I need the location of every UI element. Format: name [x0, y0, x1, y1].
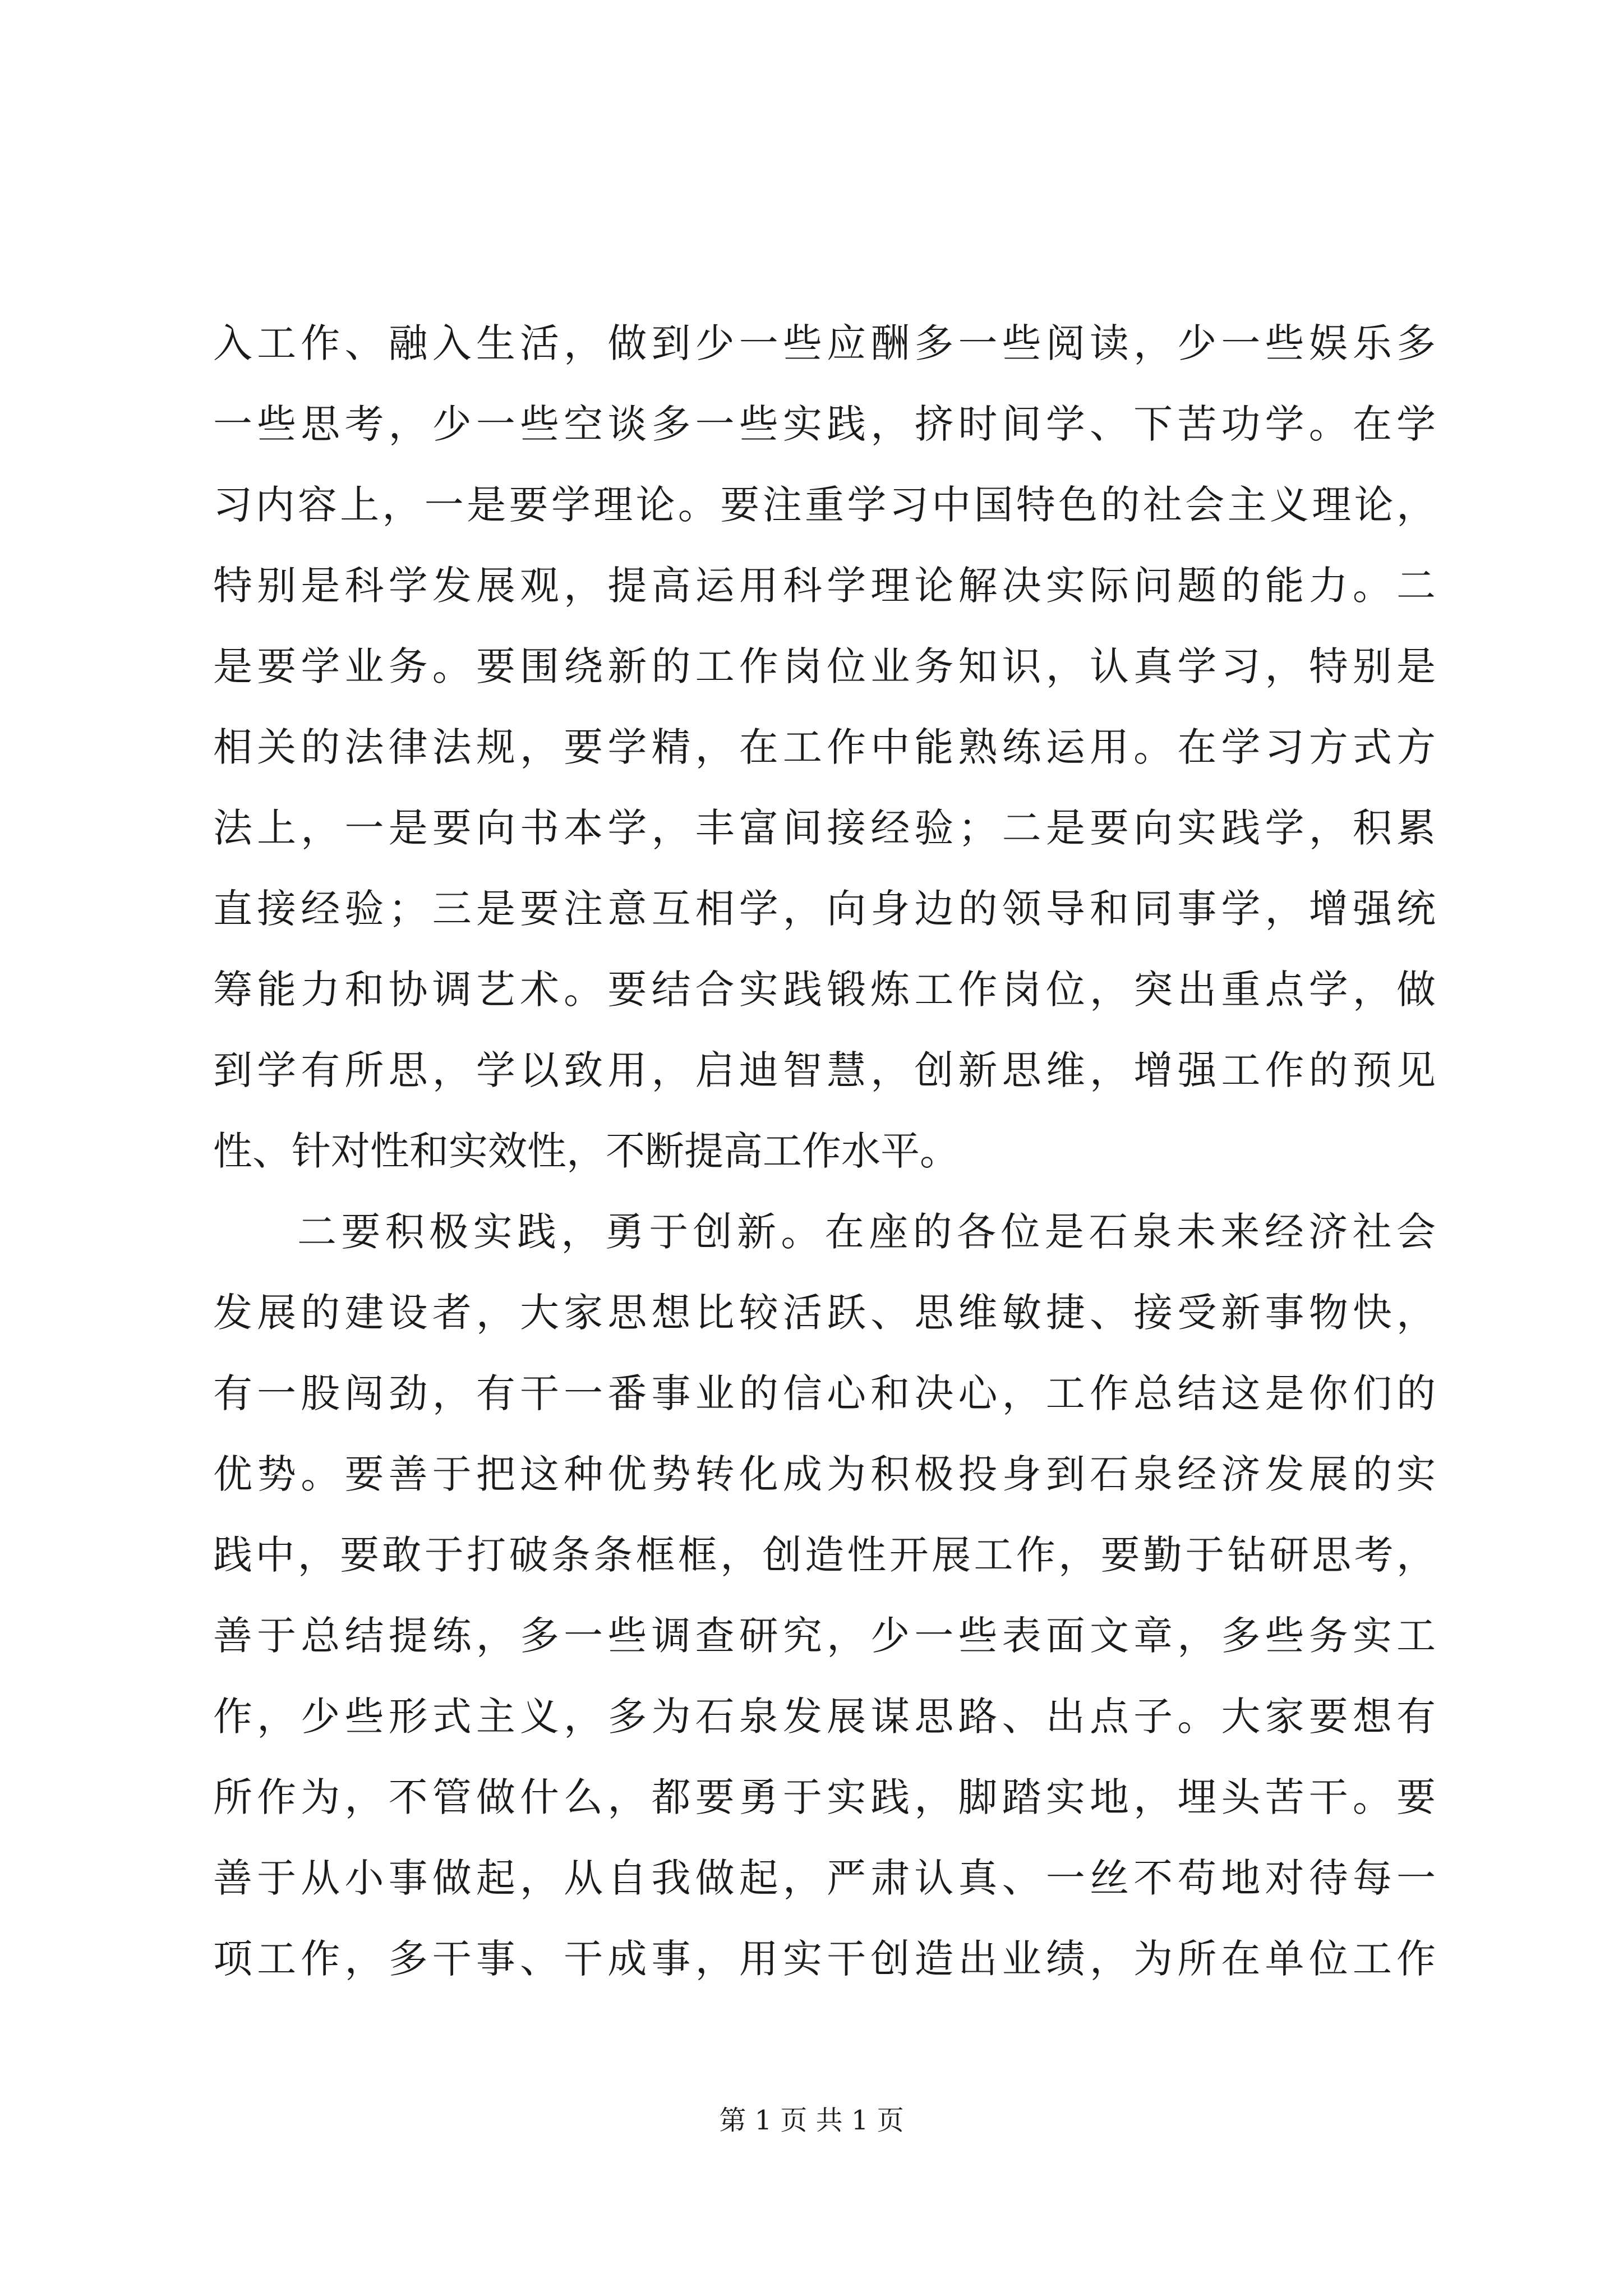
text-line: 践中，要敢于打破条条框框，创造性开展工作，要勤于钻研思考，	[213, 1532, 1436, 1578]
text-line: 作，少些形式主义，多为石泉发展谋思路、出点子。大家要想有	[213, 1694, 1436, 1740]
text-line: 入工作、融入生活，做到少一些应酬多一些阅读，少一些娱乐多	[213, 320, 1436, 366]
text-line: 二要积极实践，勇于创新。在座的各位是石泉未来经济社会	[297, 1209, 1436, 1255]
page-number-label: 第 1 页 共 1 页	[719, 2105, 904, 2136]
text-line: 发展的建设者，大家思想比较活跃、思维敏捷、接受新事物快，	[213, 1290, 1436, 1336]
document-body	[213, 303, 1436, 1999]
text-line: 善于总结提练，多一些调查研究，少一些表面文章，多些务实工	[213, 1613, 1436, 1659]
text-line: 直接经验；三是要注意互相学，向身边的领导和同事学，增强统	[213, 886, 1436, 932]
text-line: 到学有所思，学以致用，启迪智慧，创新思维，增强工作的预见	[213, 1047, 1436, 1093]
text-line: 习内容上，一是要学理论。要注重学习中国特色的社会主义理论，	[213, 482, 1436, 528]
text-line: 特别是科学发展观，提高运用科学理论解决实际问题的能力。二	[213, 563, 1436, 609]
text-line: 项工作，多干事、干成事，用实干创造出业绩，为所在单位工作	[213, 1936, 1436, 1982]
text-line: 筹能力和协调艺术。要结合实践锻炼工作岗位，突出重点学，做	[213, 967, 1436, 1013]
text-line: 有一股闯劲，有干一番事业的信心和决心，工作总结这是你们的	[213, 1370, 1436, 1416]
text-line: 相关的法律法规，要学精，在工作中能熟练运用。在学习方式方	[213, 724, 1436, 770]
page-footer	[0, 2101, 1623, 2140]
text-line: 善于从小事做起，从自我做起，严肃认真、一丝不苟地对待每一	[213, 1855, 1436, 1901]
text-line: 是要学业务。要围绕新的工作岗位业务知识，认真学习，特别是	[213, 643, 1436, 689]
text-line: 优势。要善于把这种优势转化成为积极投身到石泉经济发展的实	[213, 1451, 1436, 1497]
text-line: 性、针对性和实效性，不断提高工作水平。	[213, 1128, 959, 1174]
text-line: 所作为，不管做什么，都要勇于实践，脚踏实地，埋头苦干。要	[213, 1774, 1436, 1820]
text-line: 一些思考，少一些空谈多一些实践，挤时间学、下苦功学。在学	[213, 401, 1436, 447]
text-line: 法上，一是要向书本学，丰富间接经验；二是要向实践学，积累	[213, 805, 1436, 851]
